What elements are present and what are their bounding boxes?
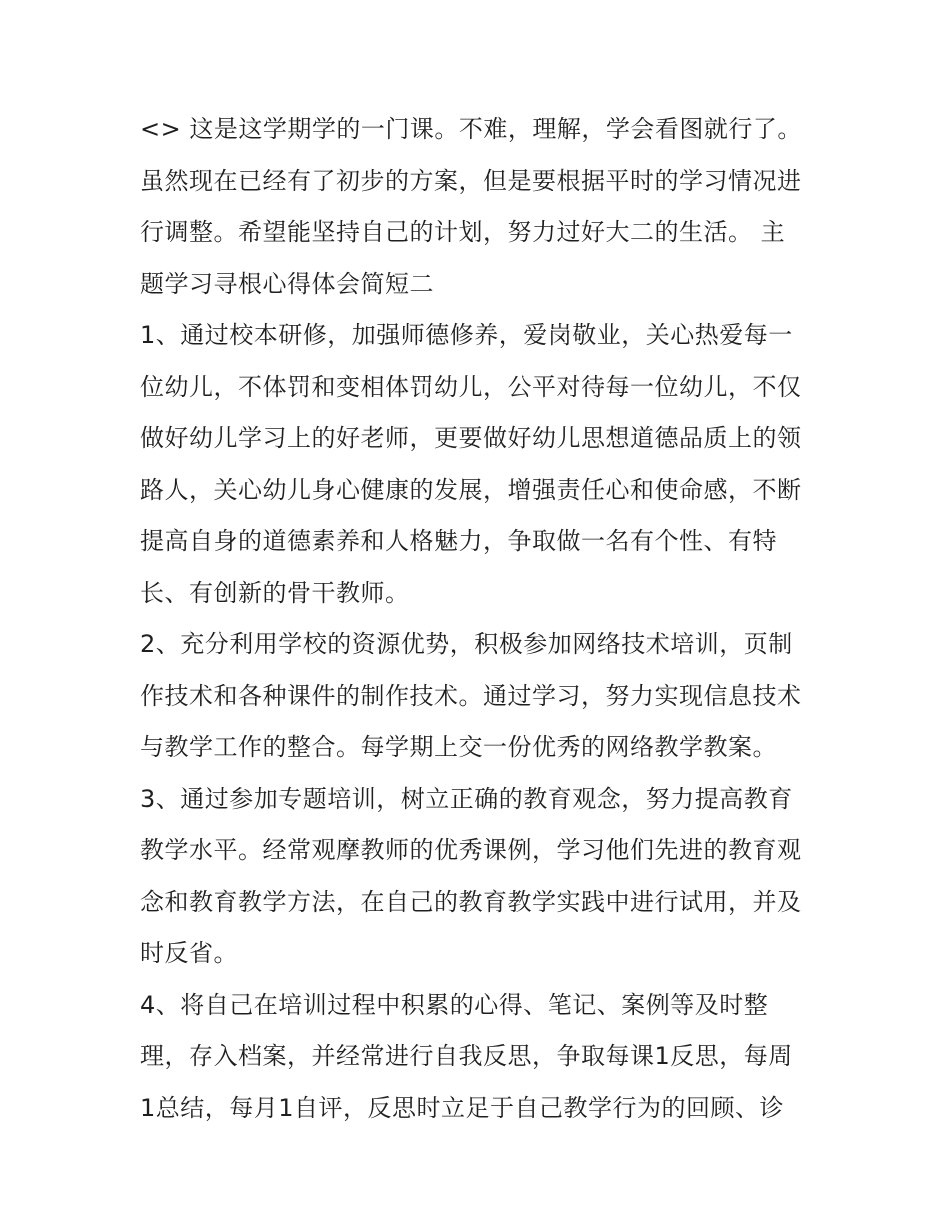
item-3-line-4: 时反省。 [140, 939, 238, 967]
item-1-line-5: 提高自身的道德素养和人格魅力，争取做一名有个性、有特 [140, 527, 777, 555]
item-4-line-3: 1总结，每月1自评，反思时立足于自己教学行为的回顾、诊 [140, 1093, 785, 1122]
item-3-line-1: 3、通过参加专题培训，树立正确的教育观念，努力提高教育 [140, 784, 793, 813]
item-3-line-3: 念和教育教学方法，在自己的教育教学实践中进行试用，并及 [140, 887, 802, 916]
item-1-line-6: 长、有创新的骨干教师。 [140, 578, 410, 607]
item-1-line-1: 1、通过校本研修，加强师德修养，爱岗敬业，关心热爱每一 [140, 321, 793, 349]
item-2-line-1: 2、充分利用学校的资源优势，积极参加网络技术培训，页制 [140, 630, 793, 658]
document-body [140, 104, 816, 1134]
text-line-intro-1: <> 这是这学期学的一门课。不难，理解，学会看图就行了。 [140, 115, 802, 143]
item-4-line-2: 理，存入档案，并经常进行自我反思，争取每课1反思，每周 [140, 1042, 793, 1070]
item-2-line-3: 与教学工作的整合。每学期上交一份优秀的网络教学教案。 [140, 733, 777, 761]
item-4-line-1: 4、将自己在培训过程中积累的心得、笔记、案例等及时整 [140, 990, 769, 1019]
item-2-line-2: 作技术和各种课件的制作技术。通过学习，努力实现信息技术 [140, 681, 802, 710]
item-3-line-2: 教学水平。经常观摩教师的优秀课例，学习他们先进的教育观 [140, 836, 802, 864]
item-1-line-2: 位幼儿，不体罚和变相体罚幼儿，公平对待每一位幼儿，不仅 [140, 372, 802, 401]
section-heading: 题学习寻根心得体会简短二 [140, 269, 434, 298]
item-1-line-3: 做好幼儿学习上的好老师，更要做好幼儿思想道德品质上的领 [140, 424, 802, 452]
text-line-intro-2: 虽然现在已经有了初步的方案，但是要根据平时的学习情况进 [140, 166, 802, 195]
text-line-intro-3: 行调整。希望能坚持自己的计划，努力过好大二的生活。 主 [140, 218, 786, 246]
item-1-line-4: 路人，关心幼儿身心健康的发展，增强责任心和使命感，不断 [140, 475, 802, 504]
